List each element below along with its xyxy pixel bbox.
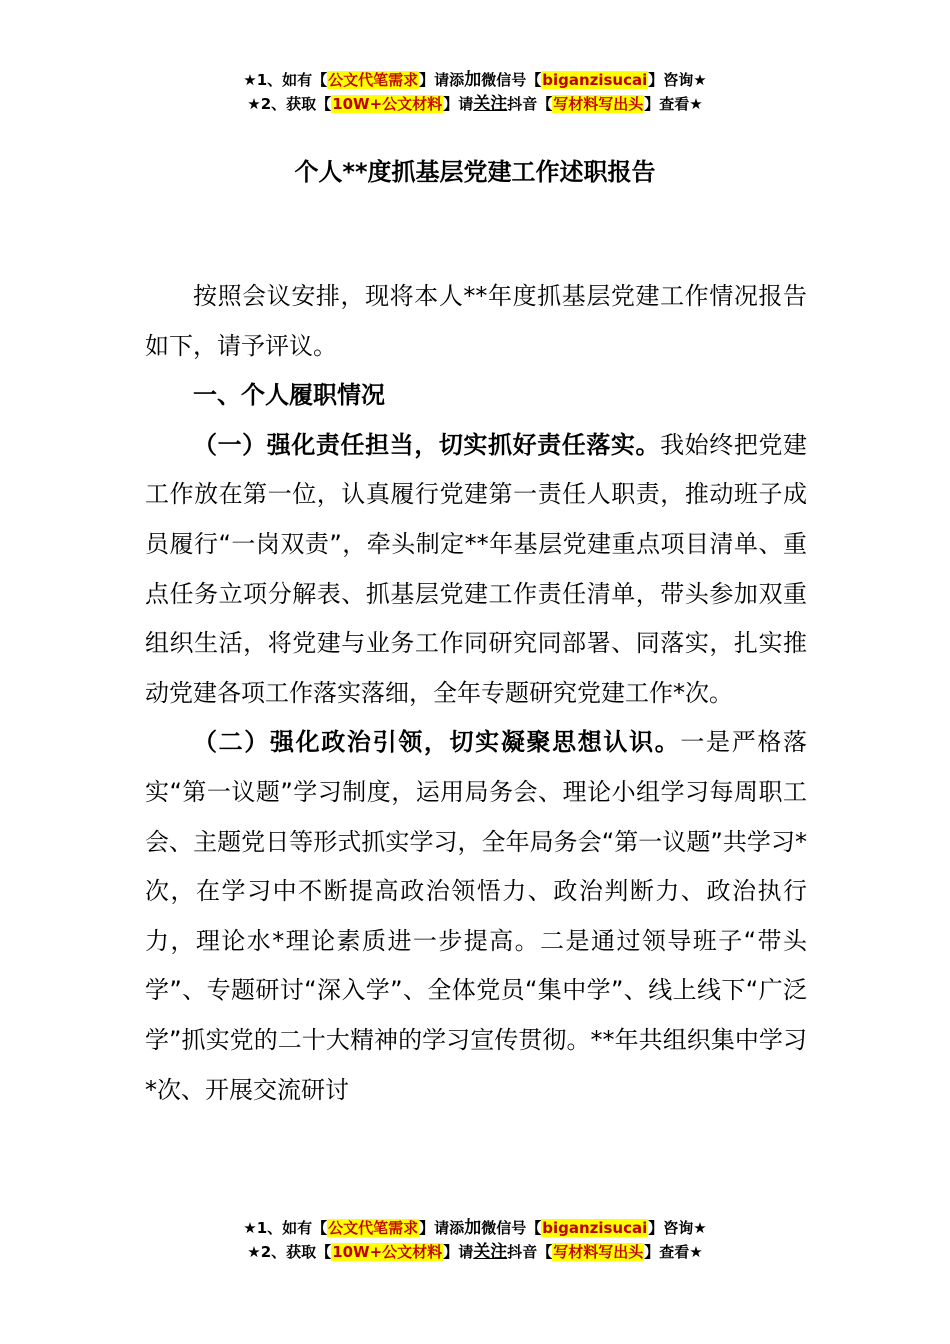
item-paragraph-1: [145, 421, 807, 719]
highlight-douyin: 写材料写出头: [553, 95, 644, 113]
highlight-materials: 10W+公文材料: [332, 1243, 443, 1261]
item-heading: （二）强化政治引领，切实凝聚思想认识。: [193, 728, 681, 757]
document-body: [145, 272, 807, 1115]
banner-text: 抖音【: [507, 1243, 553, 1261]
intro-paragraph: 按照会议安排，现将本人**年度抓基层党建工作情况报告如下，请予评议。: [145, 282, 807, 360]
banner-text: 】咨询★: [648, 1219, 707, 1237]
highlight-ghostwriting: 公文代笔需求: [328, 71, 419, 89]
highlight-materials: 10W+公文材料: [332, 95, 443, 113]
banner-line-2: [0, 92, 950, 116]
banner-text: 】查看★: [644, 95, 703, 113]
item-body: 一是严格落实“第一议题”学习制度，运用局务会、理论小组学习每周职工会、主题党日等形式抓实学习，全年局务会“第一议题”共学习*次，在学习中不断提高政治领悟力、政治判断力、政治执行力，理论水*理论素质进一步提高。二是通过领导班子“带头学”、专题研讨“深入学”、全体党员“集中学”、线上线下“广泛学”抓实党的二十大精神的学习宣传贯彻。**年共组织集中学习*次、开展交流研讨: [145, 728, 807, 1104]
banner-text: 关注: [473, 94, 508, 114]
highlight-wechat-id: biganzisucai: [542, 71, 648, 89]
highlight-wechat-id: biganzisucai: [542, 1219, 648, 1237]
banner-text: ★1、如有【: [243, 71, 328, 89]
banner-text: 】查看★: [644, 1243, 703, 1261]
banner-line-1: [0, 1216, 950, 1240]
document-title: 个人**度抓基层党建工作述职报告: [294, 158, 656, 186]
banner-text: ★2、获取【: [247, 95, 332, 113]
footer-banner: [0, 1216, 950, 1264]
banner-text: 加: [464, 1218, 482, 1238]
banner-text: ★2、获取【: [247, 1243, 332, 1261]
banner-text: 】咨询★: [648, 71, 707, 89]
banner-text: 微信号【: [481, 1219, 542, 1237]
banner-text: 】请添: [419, 71, 465, 89]
banner-text: 】请: [443, 95, 474, 113]
item-paragraph-2: [145, 718, 807, 1115]
item-heading: （一）强化责任担当，切实抓好责任落实。: [193, 430, 661, 459]
banner-text: 关注: [473, 1242, 508, 1262]
banner-text: 加: [464, 70, 482, 90]
highlight-ghostwriting: 公文代笔需求: [328, 1219, 419, 1237]
banner-text: 】请添: [419, 1219, 465, 1237]
banner-text: 抖音【: [507, 95, 553, 113]
banner-text: ★1、如有【: [243, 1219, 328, 1237]
highlight-douyin: 写材料写出头: [553, 1243, 644, 1261]
header-banner: [0, 68, 950, 116]
item-body: 我始终把党建工作放在第一位，认真履行党建第一责任人职责，推动班子成员履行“一岗双责”，牵头制定**年基层党建重点项目清单、重点任务立项分解表、抓基层党建工作责任清单，带头参加双重组织生活，将党建与业务工作同研究同部署、同落实，扎实推动党建各项工作落实落细，全年专题研究党建工作*次。: [145, 430, 808, 707]
banner-line-2: [0, 1240, 950, 1264]
banner-text: 微信号【: [481, 71, 542, 89]
section-heading: 一、个人履职情况: [193, 381, 385, 410]
banner-text: 】请: [443, 1243, 474, 1261]
banner-line-1: [0, 68, 950, 92]
